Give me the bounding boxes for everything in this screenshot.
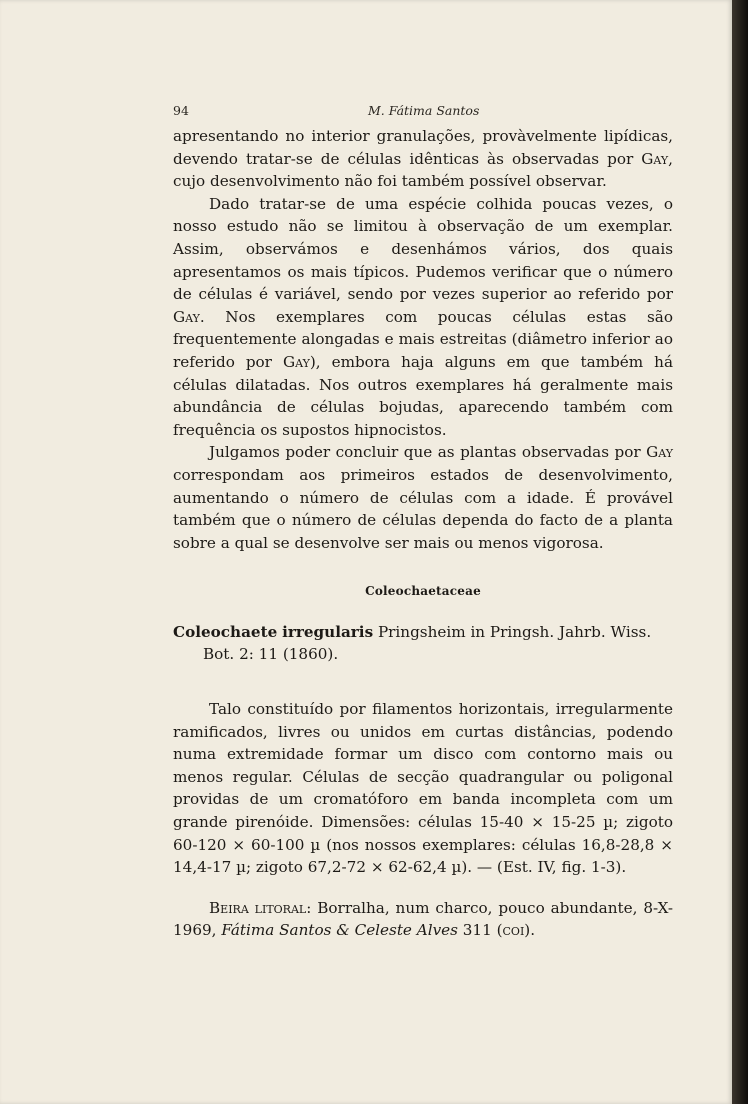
page-edge-shadow: [732, 0, 748, 1104]
species-description: Talo constituído por filamentos horizontais, irregularmente ramificados, livres ou unidos em curtas distâncias, podendo numa extremidade formar um disco com contorno mais ou menos regular. Células de secção quadrangular ou poligonal providas de um cromatóforo em banda incompleta com um grande pirenóide. Dimensões: células 15-40 × 15-25 µ; zigoto 60-120 × 60-100 µ (nos nossos exemplares: células 16,8-28,8 × 14,4-17 µ; zigoto 67,2-72 × 62-62,4 µ). — (Est. IV, fig. 1-3).: [173, 700, 673, 877]
locality-closing: ).: [524, 921, 536, 940]
species-authority: Pringsheim in Pringsh. Jahrb. Wiss. Bot. 2: 11 (1860).: [203, 622, 652, 664]
author-name-gay: Gay: [641, 149, 669, 168]
page-number: 94: [173, 103, 189, 118]
herbarium-code: coi: [502, 921, 525, 940]
paragraph-1: [173, 125, 673, 193]
paragraph-3: [173, 441, 673, 554]
author-name-gay: Gay: [173, 307, 200, 326]
text-run: Julgamos poder concluir que as plantas observadas por: [209, 443, 647, 462]
running-title: M. Fátima Santos: [368, 103, 480, 118]
author-name-gay: Gay: [646, 443, 673, 462]
text-run: ), embora haja alguns em que também há células dilatadas. Nos outros exemplares há geralmente mais abundância de células bojudas, aparecendo também com frequência os supostos hipnocistos.: [173, 352, 673, 439]
species-genus: Coleochaete: [173, 622, 278, 641]
author-name-gay: Gay: [282, 352, 310, 371]
text-run: . Nos exemplares com poucas células estas são frequentemente alongadas e mais estreitas (diâmetro inferior ao referido por: [173, 307, 673, 371]
locality-region: Beira litoral: [209, 898, 307, 917]
text-run: , cujo desenvolvimento não foi também possível observar.: [173, 149, 673, 191]
text-run: Dado tratar-se de uma espécie colhida poucas vezes, o nosso estudo não se limitou à observação de um exemplar. Assim, observámos e desenhámos vários, dos quais apresentamos os mais típicos. Pudemos verificar que o número de células é variável, sendo por vezes superior ao referido por: [173, 194, 673, 304]
locality-details: Borralha, num charco, pouco abundante, 8-X-1969,: [173, 898, 673, 940]
running-head: [173, 92, 673, 118]
page-content: [173, 92, 673, 942]
locality-colon: :: [306, 898, 318, 917]
collectors: Fátima Santos & Celeste Alves: [221, 921, 458, 940]
family-heading: Coleochaetaceae: [365, 584, 481, 599]
species-epithet: irregularis: [282, 622, 374, 641]
collection-number: 311 (: [457, 921, 503, 940]
paragraph-2: [173, 193, 673, 442]
text-run: correspondam aos primeiros estados de desenvolvimento, aumentando o número de células com a idade. É provável também que o número de células dependa do facto de a planta sobre a qual se desenvolve ser mais ou menos vigorosa.: [173, 465, 673, 552]
species-entry: [173, 621, 673, 666]
text-run: apresentando no interior granulações, provàvelmente lipídicas, devendo tratar-se de células idênticas às observadas por: [173, 127, 673, 168]
locality-record: [173, 897, 673, 942]
